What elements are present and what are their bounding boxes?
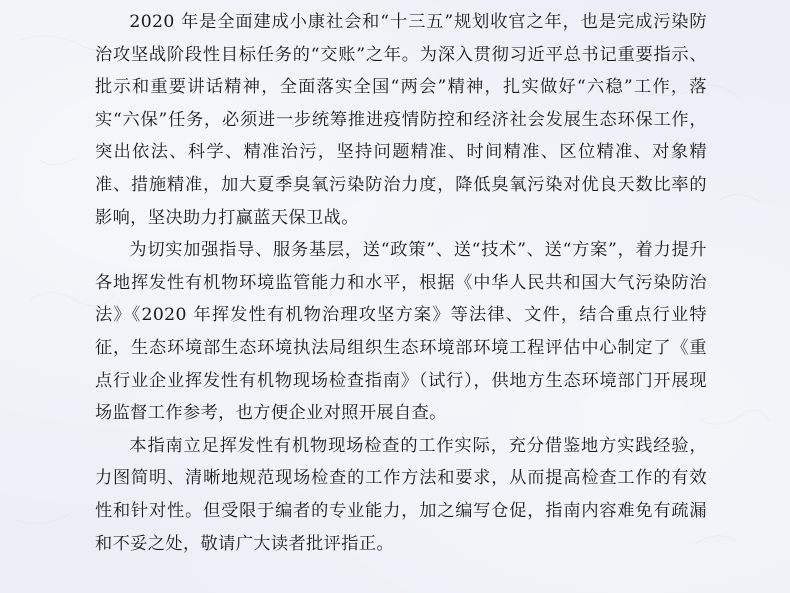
paragraph-3: 本指南立足挥发性有机物现场检查的工作实际，充分借鉴地方实践经验，力图简明、清晰地规范现场检查的工作方法和要求，从而提高检查工作的有效性和针对性。但受限于编者的专业能力，加之编写仓促，指南内容难免有疏漏和不妥之处，敬请广大读者批评指正。 — [95, 435, 707, 554]
paragraph-1: 2020 年是全面建成小康社会和“十三五”规划收官之年，也是完成污染防治攻坚战阶段性目标任务的“交账”之年。为深入贯彻习近平总书记重要指示、批示和重要讲话精神，全面落实全国“两会”精神，扎实做好“六稳”工作，落实“六保”任务，必须进一步统筹推进疫情防控和经济社会发展生态环保工作，突出依法、科学、精准治污，坚持问题精准、时间精准、区位精准、对象精准、措施精准，加大夏季臭氧污染防治力度，降低臭氧污染对优良天数比率的影响，坚决助力打赢蓝天保卫战。 — [95, 12, 707, 228]
document-body — [95, 6, 707, 560]
paragraph-2: 为切实加强指导、服务基层，送“政策”、送“技术”、送“方案”，着力提升各地挥发性有机物环境监管能力和水平，根据《中华人民共和国大气污染防治法》《2020 年挥发性有机物治理攻坚方案》等法律、文件，结合重点行业特征，生态环境部生态环境执法局组织生态环境部环境工程评估中心制定了《重点行业企业挥发性有机物现场检查指南》（试行），供地方生态环境部门开展现场监督工作参考，也方便企业对照开展自查。 — [95, 240, 707, 424]
